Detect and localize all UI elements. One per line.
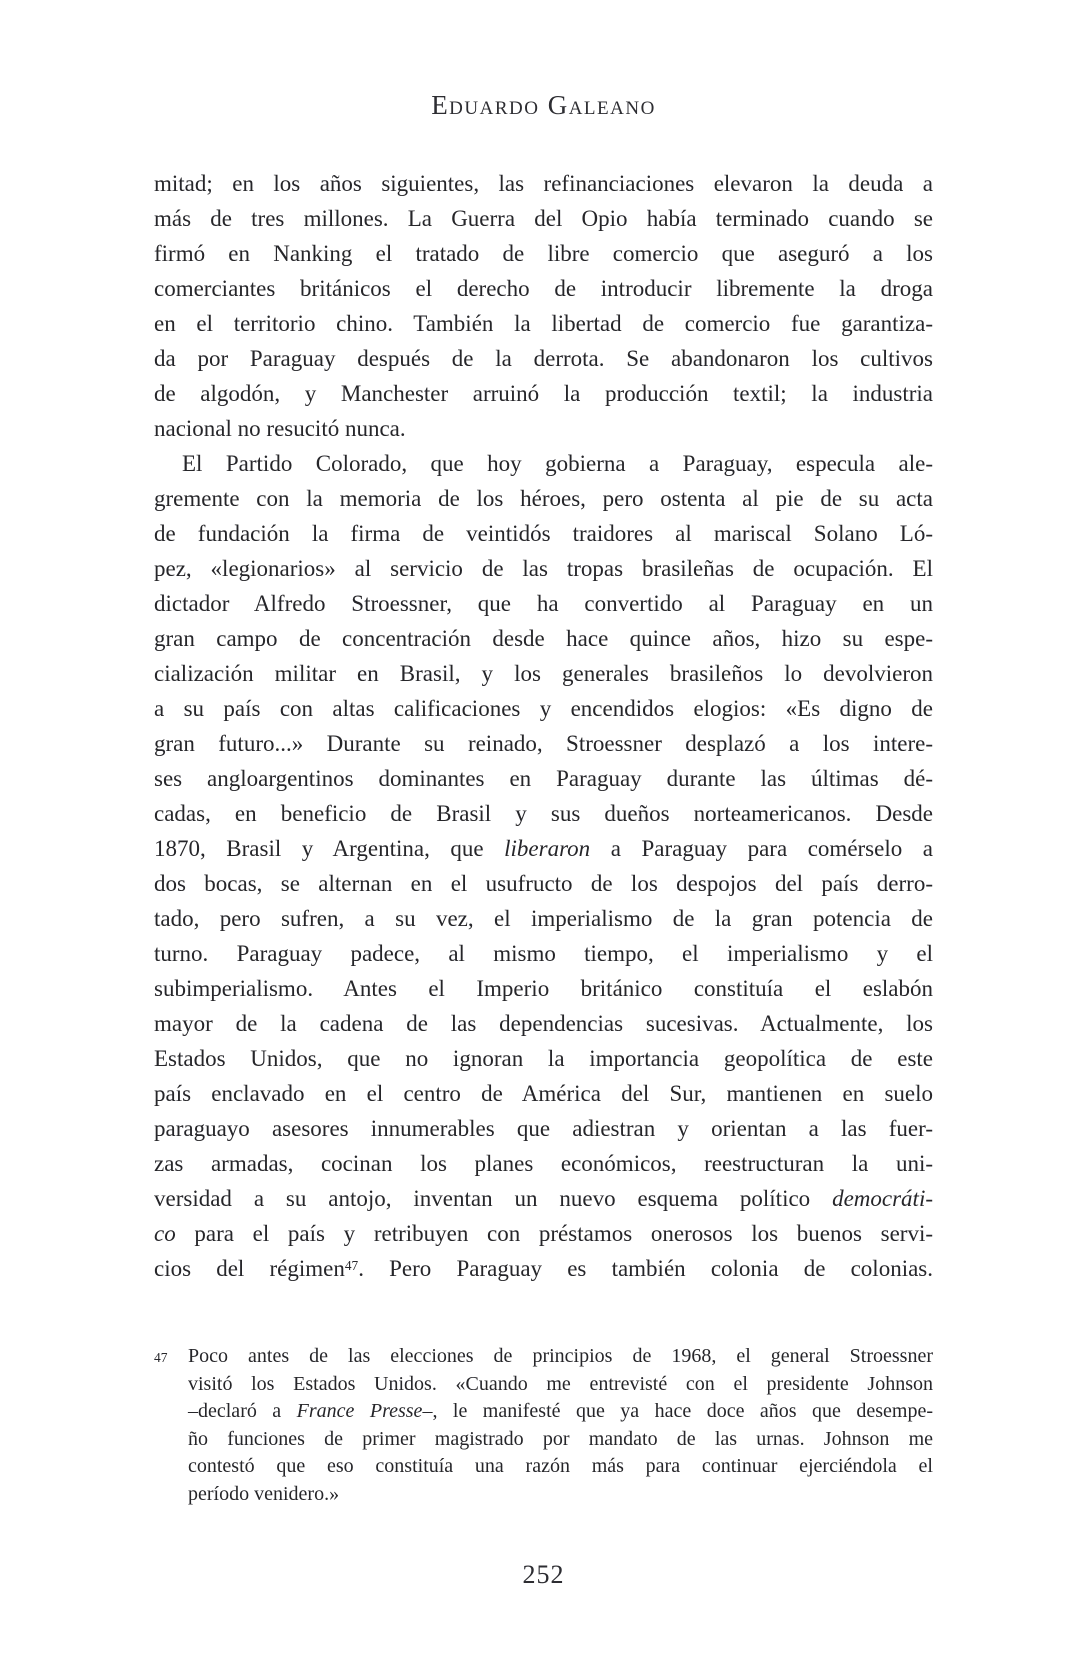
body-text (154, 166, 933, 1286)
body-text-line: nacional no resucitó nunca. (154, 416, 406, 441)
footnote-line: Poco antes de las elecciones de principios de 1968, el general Stroessner (188, 1345, 933, 1367)
body-text-line: gran campo de concentración desde hace quince años, hizo su espe- (154, 626, 933, 651)
body-text-line: tado, pero sufren, a su vez, el imperialismo de la gran potencia de (154, 906, 933, 931)
body-text-line: cadas, en beneficio de Brasil y sus dueños norteamericanos. Desde (154, 801, 933, 826)
body-text-line: mitad; en los años siguientes, las refinanciaciones elevaron la deuda a (154, 171, 933, 196)
body-text-line: dictador Alfredo Stroessner, que ha convertido al Paraguay en un (154, 591, 933, 616)
footnote-line: –declaró a France Presse–, le manifesté que ya hace doce años que desempe- (188, 1400, 933, 1422)
body-text-line: de fundación la firma de veintidós traidores al mariscal Solano Ló- (154, 521, 933, 546)
body-text-line: Estados Unidos, que no ignoran la importancia geopolítica de este (154, 1046, 933, 1071)
footnote-line: período venidero.» (188, 1482, 340, 1505)
footnote (154, 1343, 933, 1508)
body-text-line: versidad a su antojo, inventan un nuevo esquema político democráti- (154, 1186, 933, 1211)
body-text-line: zas armadas, cocinan los planes económicos, reestructuran la uni- (154, 1151, 933, 1176)
footnote-lines (188, 1343, 933, 1508)
body-text-line: de algodón, y Manchester arruinó la producción textil; la industria (154, 381, 933, 406)
body-text-line: país enclavado en el centro de América del Sur, mantienen en suelo (154, 1081, 933, 1106)
body-text-line: subimperialismo. Antes el Imperio británico constituía el eslabón (154, 976, 933, 1001)
footnote-marker: 47 (154, 1350, 168, 1365)
body-text-line: da por Paraguay después de la derrota. Se abandonaron los cultivos (154, 346, 933, 371)
body-text-line: comerciantes británicos el derecho de introducir libremente la droga (154, 276, 933, 301)
body-text-line: firmó en Nanking el tratado de libre comercio que aseguró a los (154, 241, 933, 266)
body-text-line: cialización militar en Brasil, y los generales brasileños lo devolvieron (154, 661, 933, 686)
body-text-line: El Partido Colorado, que hoy gobierna a Paraguay, especula ale- (182, 451, 933, 476)
body-text-line: turno. Paraguay padece, al mismo tiempo, el imperialismo y el (154, 941, 933, 966)
body-text-line: mayor de la cadena de las dependencias sucesivas. Actualmente, los (154, 1011, 933, 1036)
body-text-line: dos bocas, se alternan en el usufructo de los despojos del país derro- (154, 871, 933, 896)
body-text-line: pez, «legionarios» al servicio de las tropas brasileñas de ocupación. El (154, 556, 933, 581)
page-number: 252 (522, 1560, 565, 1589)
body-text-line: paraguayo asesores innumerables que adiestran y orientan a las fuer- (154, 1116, 933, 1141)
footnote-line: visitó los Estados Unidos. «Cuando me entrevisté con el presidente Johnson (188, 1372, 933, 1395)
body-text-line: cios del régimen$^{47}$. Pero Paraguay es también colonia de colonias. (154, 1256, 933, 1281)
body-text-line: gremente con la memoria de los héroes, pero ostenta al pie de su acta (154, 486, 933, 511)
body-text-line: 1870, Brasil y Argentina, que liberaron a Paraguay para comérselo a (154, 836, 933, 861)
body-text-line: más de tres millones. La Guerra del Opio había terminado cuando se (154, 206, 933, 231)
body-text-line: en el territorio chino. También la libertad de comercio fue garantiza- (154, 311, 933, 336)
running-header: Eduardo Galeano (431, 90, 656, 120)
body-text-line: co para el país y retribuyen con préstamos onerosos los buenos servi- (154, 1221, 933, 1246)
body-text-line: gran futuro...» Durante su reinado, Stroessner desplazó a los intere- (154, 731, 933, 756)
footnote-line: contestó que eso constituía una razón más para continuar ejerciéndola el (188, 1455, 933, 1477)
body-text-line: ses angloargentinos dominantes en Paraguay durante las últimas dé- (154, 766, 933, 791)
footnote-line: ño funciones de primer magistrado por mandato de las urnas. Johnson me (188, 1427, 933, 1450)
body-text-line: a su país con altas calificaciones y encendidos elogios: «Es digno de (154, 696, 933, 721)
